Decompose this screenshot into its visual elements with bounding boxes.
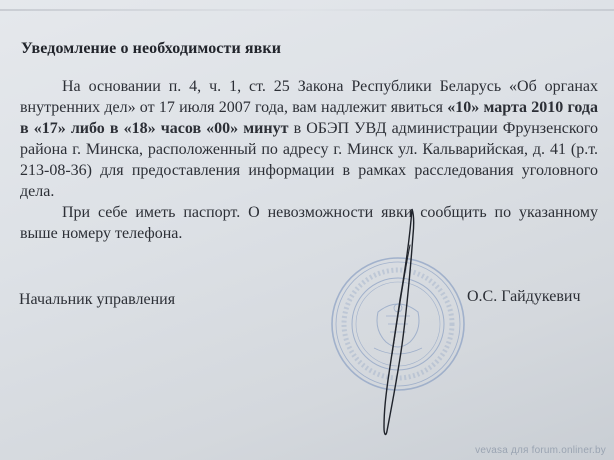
paragraph-summons-intro: На основании п. 4, ч. 1, ст. 25 Закона Республики Беларусь «Об органах внутренних дел» от 17 июля 2007 года, вам надлежит явиться	[20, 78, 598, 116]
document-body	[20, 76, 598, 244]
signer-title: Начальник управления	[19, 291, 176, 308]
paragraph-summons-rest: в ОБЭП УВД администрации Фрунзенского района г. Минска, расположенный по адресу г. Минск ул. Кальварийская, д. 41 (р.т. 213-08-36) для предоставления информации в рамках расследования уголовного дела.	[20, 120, 599, 200]
document-heading: Уведомление о необходимости явки	[21, 40, 282, 57]
paper-fold-line	[0, 9, 614, 11]
handwritten-signature	[340, 205, 440, 440]
paragraph-passport: При себе иметь паспорт. О невозможности явки сообщить по указанному выше номеру телефона.	[20, 204, 598, 242]
paragraph-summons	[20, 76, 598, 202]
signer-name: О.С. Гайдукевич	[467, 288, 581, 305]
forum-watermark: vevasa для forum.onliner.by	[475, 445, 606, 456]
appointment-datetime: «10» марта 2010 года в «17» либо в «18» часов «00» минут	[20, 99, 598, 137]
